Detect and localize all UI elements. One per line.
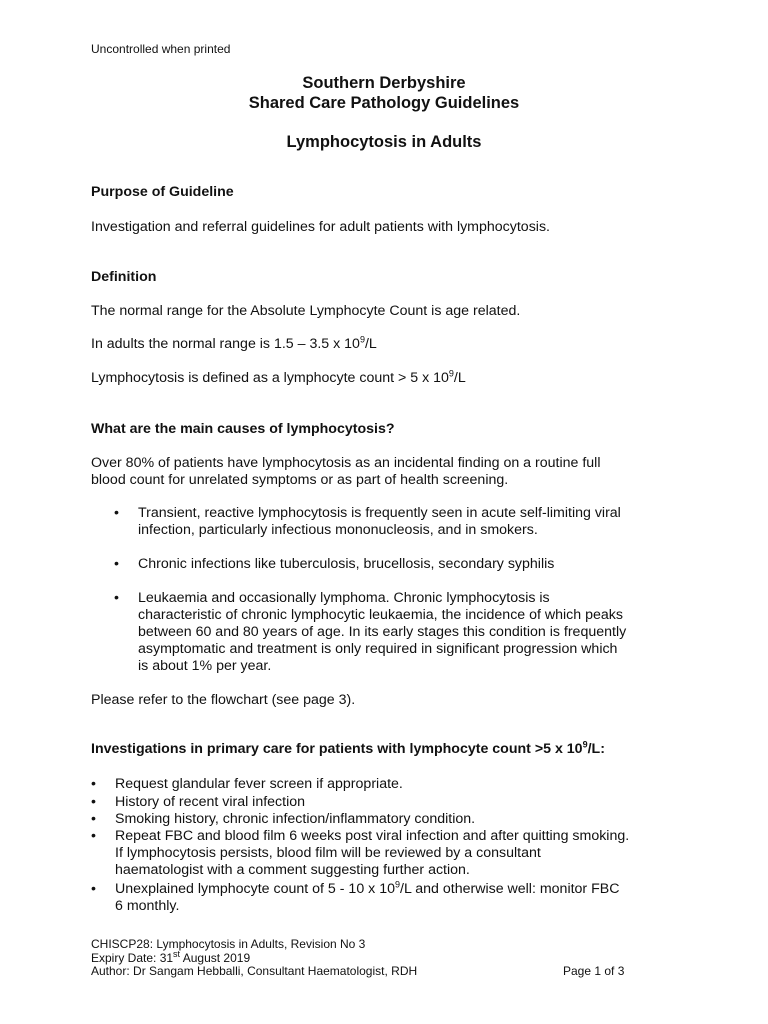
bullet-icon: •: [114, 590, 119, 606]
bullet-icon: •: [91, 811, 96, 827]
definition-heading: Definition: [91, 269, 157, 285]
purpose-text: Investigation and referral guidelines for adult patients with lymphocytosis.: [91, 219, 550, 235]
bullet-icon: •: [91, 828, 96, 844]
causes-intro: Over 80% of patients have lymphocytosis as an incidental finding on a routine full blood count for unrelated symptoms or as part of health screening.: [91, 455, 601, 488]
header-note: Uncontrolled when printed: [91, 42, 231, 56]
bullet-icon: •: [91, 794, 96, 810]
bullet-icon: •: [91, 776, 96, 792]
page-number: Page 1 of 3: [563, 964, 625, 978]
title-organization: Southern Derbyshire: [302, 74, 466, 92]
title-guidelines: Shared Care Pathology Guidelines: [248, 94, 520, 112]
bullet-icon: •: [114, 505, 119, 521]
causes-heading: What are the main causes of lymphocytosis?: [91, 421, 395, 437]
document-title: Lymphocytosis in Adults: [286, 133, 482, 151]
definition-para-1: The normal range for the Absolute Lymphocyte Count is age related.: [91, 303, 521, 319]
purpose-heading: Purpose of Guideline: [91, 184, 234, 200]
flowchart-reference: Please refer to the flowchart (see page 3).: [91, 692, 356, 708]
definition-para-3: Lymphocytosis is defined as a lymphocyte count > 5 x $10^9/L$: [91, 368, 466, 386]
definition-para-2: In adults the normal range is 1.5 – 3.5 x $10^9/L$: [91, 334, 377, 352]
footer-doc-ref: CHISCP28: Lymphocytosis in Adults, Revision No 3: [91, 937, 366, 951]
bullet-icon: •: [91, 881, 96, 897]
footer-expiry: Expiry Date: 31st August 2019: [91, 948, 251, 965]
investigations-heading: Investigations in primary care for patients with lymphocyte count >5 x $10^9/L$:: [91, 739, 605, 757]
bullet-icon: •: [114, 556, 119, 572]
footer-author: Author: Dr Sangam Hebballi, Consultant Haematologist, RDH: [91, 964, 418, 978]
